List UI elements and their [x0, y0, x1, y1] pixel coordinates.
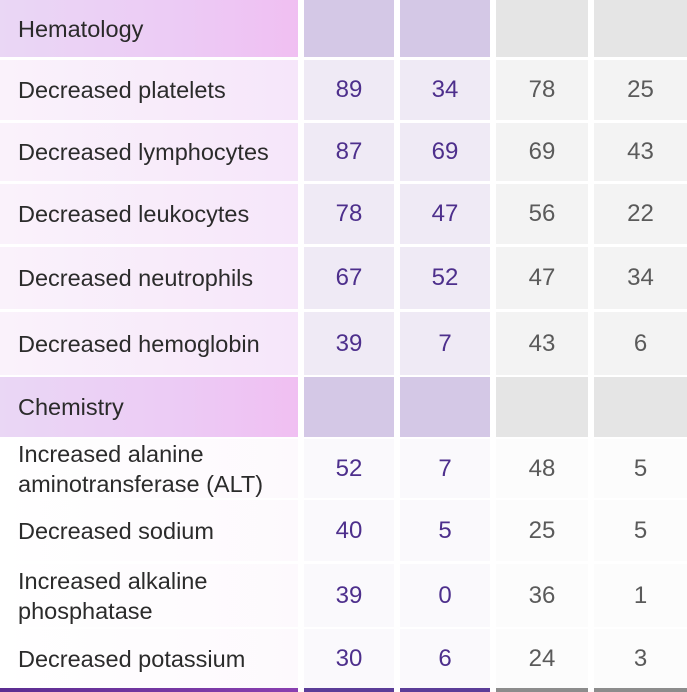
- value-cell: 34: [594, 247, 687, 309]
- table-row: [0, 500, 687, 561]
- value-cell: 5: [594, 500, 687, 561]
- value-cell: 47: [400, 184, 490, 244]
- value-cell: 48: [496, 439, 588, 498]
- value-cell: 40: [304, 500, 394, 561]
- section-title: Chemistry: [0, 377, 298, 437]
- value-cell: 7: [400, 439, 490, 498]
- row-label: Decreased potassium: [0, 629, 298, 688]
- value-cell: 1: [594, 564, 687, 627]
- value-cell: 39: [304, 564, 394, 627]
- section-header-chemistry: [0, 377, 687, 437]
- section-header-cell: [496, 377, 588, 437]
- accent-segment: [400, 688, 490, 692]
- row-label: Decreased neutrophils: [0, 247, 298, 309]
- value-cell: 6: [594, 312, 687, 375]
- row-label: Decreased lymphocytes: [0, 123, 298, 181]
- table-row: [0, 60, 687, 120]
- table-row: [0, 439, 687, 498]
- value-cell: 24: [496, 629, 588, 688]
- value-cell: 36: [496, 564, 588, 627]
- section-header-cell: [594, 377, 687, 437]
- table-row: [0, 629, 687, 688]
- value-cell: 6: [400, 629, 490, 688]
- value-cell: 52: [400, 247, 490, 309]
- accent-segment: [594, 688, 687, 692]
- value-cell: 5: [594, 439, 687, 498]
- section-header-hematology: [0, 0, 687, 57]
- value-cell: 3: [594, 629, 687, 688]
- value-cell: 69: [400, 123, 490, 181]
- section-header-cell: [594, 0, 687, 57]
- value-cell: 89: [304, 60, 394, 120]
- value-cell: 5: [400, 500, 490, 561]
- accent-segment: [496, 688, 588, 692]
- value-cell: 56: [496, 184, 588, 244]
- section-header-cell: [400, 377, 490, 437]
- value-cell: 25: [594, 60, 687, 120]
- value-cell: 87: [304, 123, 394, 181]
- value-cell: 52: [304, 439, 394, 498]
- section-header-cell: [400, 0, 490, 57]
- accent-segment: [304, 688, 394, 692]
- value-cell: 34: [400, 60, 490, 120]
- value-cell: 67: [304, 247, 394, 309]
- value-cell: 43: [496, 312, 588, 375]
- value-cell: 47: [496, 247, 588, 309]
- table-row: [0, 123, 687, 181]
- value-cell: 78: [496, 60, 588, 120]
- row-label: Increased alkaline phosphatase: [0, 564, 298, 627]
- table-row: [0, 247, 687, 309]
- section-header-cell: [304, 377, 394, 437]
- section-title: Hematology: [0, 0, 298, 57]
- value-cell: 78: [304, 184, 394, 244]
- value-cell: 22: [594, 184, 687, 244]
- row-label: Decreased sodium: [0, 500, 298, 561]
- row-label: Decreased hemoglobin: [0, 312, 298, 375]
- value-cell: 43: [594, 123, 687, 181]
- row-label: Decreased leukocytes: [0, 184, 298, 244]
- row-label: Decreased platelets: [0, 60, 298, 120]
- table-row: [0, 564, 687, 627]
- table-row: [0, 184, 687, 244]
- row-label: Increased alanine aminotransferase (ALT): [0, 439, 298, 498]
- value-cell: 25: [496, 500, 588, 561]
- section-header-cell: [304, 0, 394, 57]
- table-row: [0, 312, 687, 375]
- value-cell: 0: [400, 564, 490, 627]
- value-cell: 39: [304, 312, 394, 375]
- section-header-cell: [496, 0, 588, 57]
- bottom-accent-bar: [0, 688, 687, 692]
- value-cell: 30: [304, 629, 394, 688]
- value-cell: 7: [400, 312, 490, 375]
- value-cell: 69: [496, 123, 588, 181]
- accent-segment: [0, 688, 298, 692]
